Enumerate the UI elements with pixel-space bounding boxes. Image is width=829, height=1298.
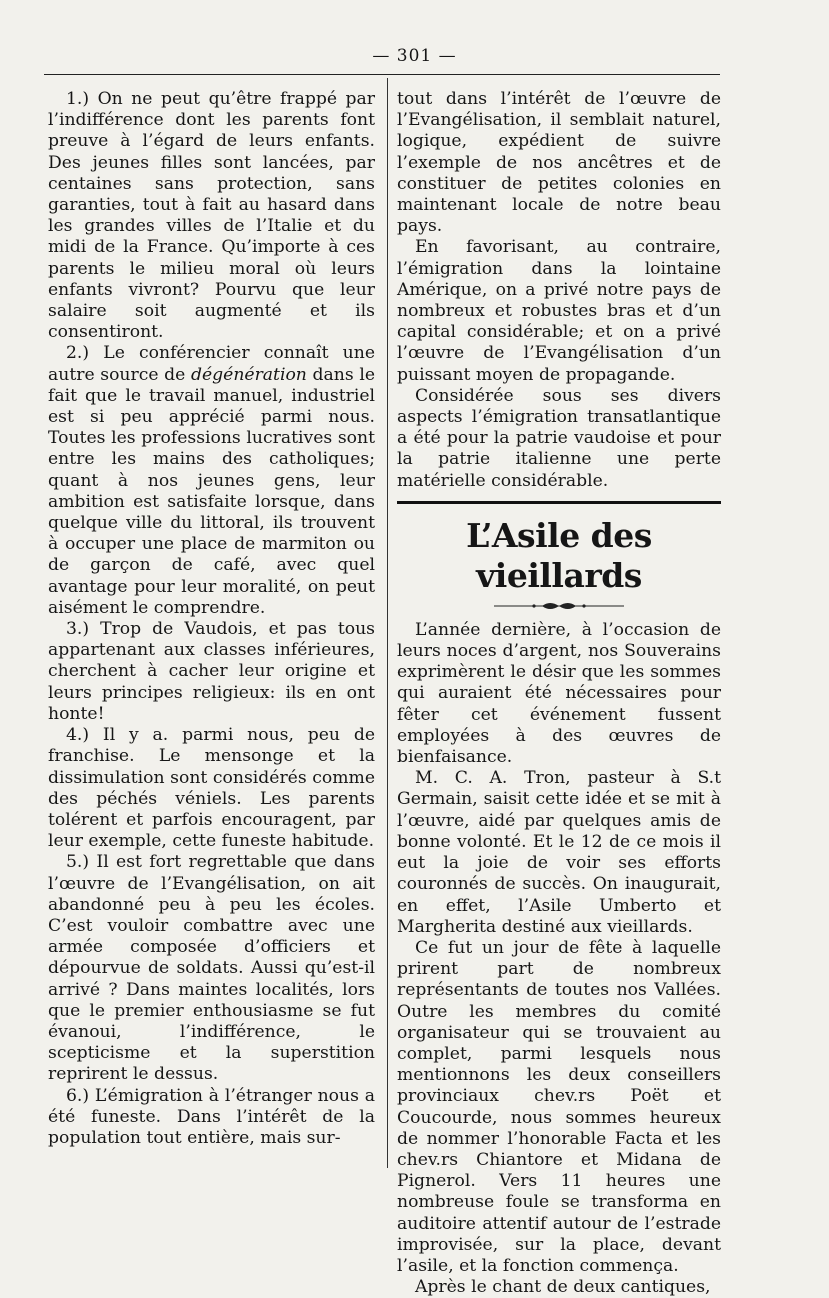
left-column [48, 89, 375, 1149]
paragraph-text: dans le fait que le travail manuel, industriel est si peu apprécié parmi nous. Toutes les professions lucratives sont entre les mains des catholiques; quant à nos jeunes gens, leur ambition est satisfaite lorsque, dans quelque ville du littoral, ils trouvent à occuper une place de marmiton ou de garçon de café, avec quel avantage pour leur moralité, on peut aisément le comprendre. [48, 364, 375, 618]
paragraph-emigration-1: 1.) On ne peut qu’être frappé par l’indifférence dont les parents font preuve à l’égard de leurs enfants. Des jeunes filles sont lancées, par centaines sans protection, sans garanties, tout à fait au hasard dans les grandes villes de l’Italie et du midi de la France. Qu’importe à ces parents le milieu moral où leurs enfants vivront? Pourvu que leur salaire soit augmenté et ils consentiront. [48, 89, 375, 343]
paragraph-point-6: 6.) L’émigration à l’étranger nous a été funeste. Dans l’intérêt de la population tout entière, mais sur- [48, 1085, 375, 1148]
paragraph-text: 2.) Le conférencier connaît une autre source de [48, 343, 375, 385]
section-rule [397, 501, 721, 504]
column-divider [387, 78, 388, 1168]
right-column [397, 89, 721, 1298]
paragraph-point-5: 5.) Il est fort regrettable que dans l’œuvre de l’Evangélisation, on ait abandonné peu à peu les écoles. C’est vouloir combattre avec une armée composée d’officiers et dépourvue de soldats. Aussi qu’est-il arrivé ? Dans maintes localités, lors que le premier enthousiasme se fut évanoui, l’indifférence, le scepticisme et la superstition reprirent le dessus. [48, 852, 375, 1085]
paragraph-point-4: 4.) Il y a. parmi nous, peu de franchise. Le mensonge et la dissimulation sont considérés comme des péchés véniels. Les parents tolérent et parfois encouragent, par leur exemple, cette funeste habitude. [48, 725, 375, 852]
paragraph-degeneration [48, 343, 375, 619]
paragraph-cantiques: Après le chant de deux cantiques, [415, 1277, 711, 1298]
paragraph-conclusion: Considérée sous ses divers aspects l’émigration transatlantique a été pour la patrie vaudoise et pour la patrie italienne une perte matérielle considérable. [397, 385, 721, 491]
paragraph-anniversary: L’année dernière, à l’occasion de leurs noces d’argent, nos Souverains exprimèrent le désir que les sommes qui auraient été nécessaires pour fêter cet événement fussent employées à des œuvres de bienfaisance. [397, 619, 721, 768]
paragraph-continuation: tout dans l’intérêt de l’œuvre de l’Evangélisation, il semblait naturel, logique, expédient de suivre l’exemple de nos ancêtres et de constituer de petites colonies en maintenant locale de notre beau pays. [397, 89, 721, 237]
emphasis-term: dégénération [191, 364, 307, 385]
page-number: — 301 — [372, 46, 457, 66]
header-rule [44, 74, 720, 75]
paragraph-point-3: 3.) Trop de Vaudois, et pas tous appartenant aux classes inférieures, cherchent à cacher leur origine et leurs principes religieux: ils en ont honte! [48, 619, 375, 724]
ornament-divider [494, 600, 624, 612]
paragraph-tron: M. C. A. Tron, pasteur à S.t Germain, saisit cette idée et se mit à l’œuvre, aidé par quelques amis de bonne volonté. Et le 12 de ce mois il eut la joie de voir ses efforts couronnés de succès. On inaugurait, en effet, l’Asile Umberto et Margherita destiné aux vieillards. [397, 768, 721, 937]
section-title: L’Asile des vieillards [466, 515, 652, 595]
paragraph-celebration: Ce fut un jour de fête à laquelle prirent part de nombreux représentants de toutes nos Vallées. Outre les membres du comité organisateur qui se trouvaient au complet, parmi lesquels nous mentionnons les deux conseillers provinciaux chev.rs Poët et Coucourde, nous sommes heureux de nommer l’honorable Facta et les chev.rs Chiantore et Midana de Pignerol. Vers 11 heures une nombreuse foule se transforma en auditoire attentif autour de l’estrade improvisée, sur la place, devant l’asile, et la fonction commença. [397, 937, 721, 1276]
paragraph-emigration-america: En favorisant, au contraire, l’émigration dans la lointaine Amérique, on a privé notre pays de nombreux et robustes bras et d’un capital considérable; et on a privé l’œuvre de l’Evangélisation d’un puissant moyen de propagande. [397, 237, 721, 385]
